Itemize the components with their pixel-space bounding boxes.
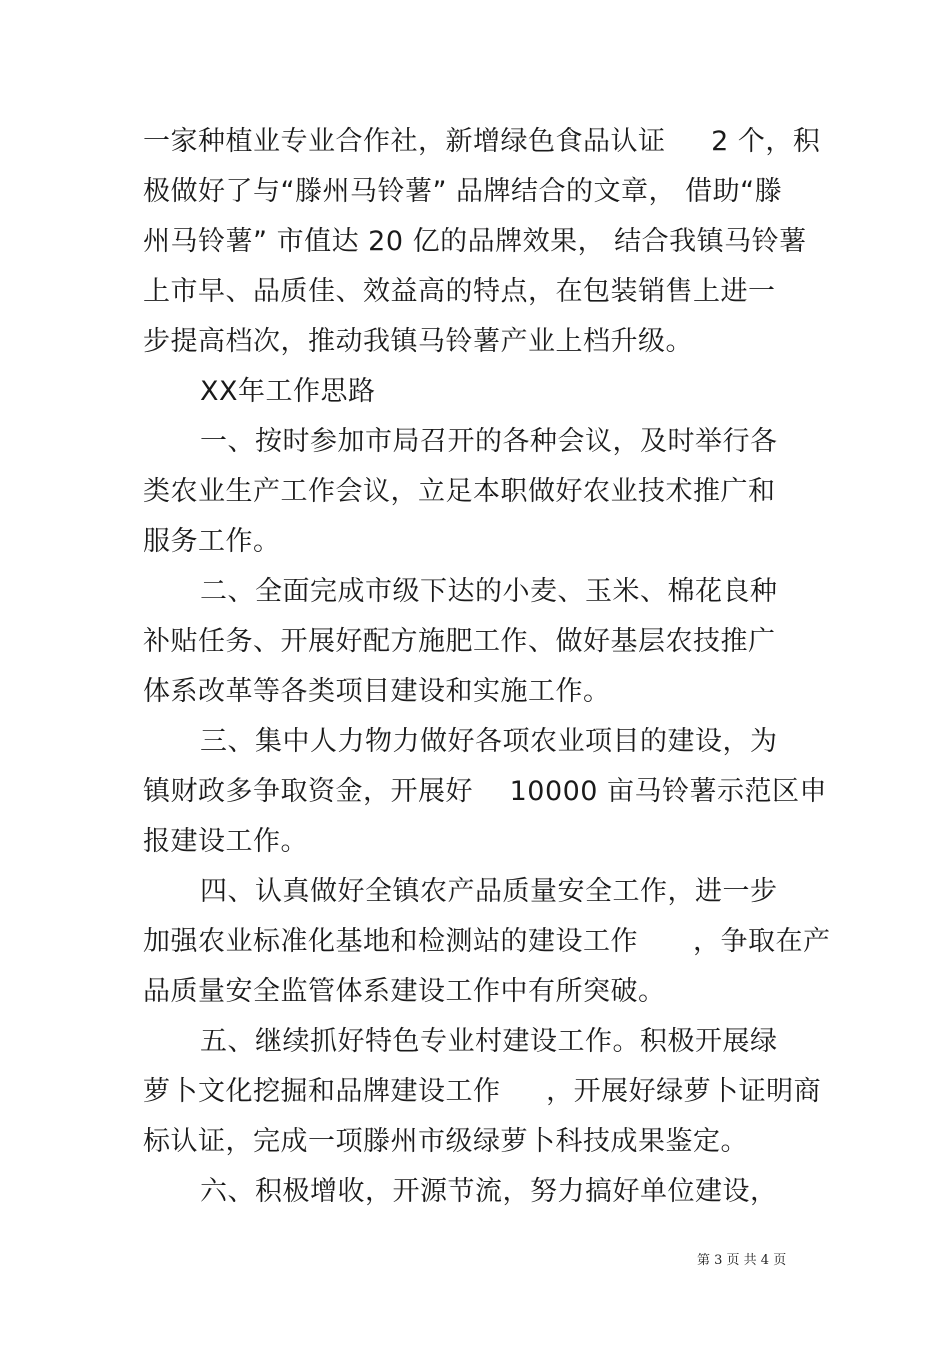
text-line: 步提高档次，推动我镇马铃薯产业上档升级。: [143, 326, 693, 357]
page-footer: 第 3 页 共 4 页: [697, 1253, 787, 1268]
paragraph-start: 六、积极增收，开源节流，努力搞好单位建设，: [200, 1176, 778, 1207]
text-line: 类农业生产工作会议，立足本职做好农业技术推广和: [143, 476, 776, 507]
text-line: 州马铃薯” 市值达 20 亿的品牌效果， 结合我镇马铃薯: [143, 226, 807, 257]
text-line: 标认证，完成一项滕州市级绿萝卜科技成果鉴定。: [143, 1126, 748, 1157]
paragraph-start: 三、集中人力物力做好各项农业项目的建设，为: [200, 726, 778, 757]
section-heading: XX年工作思路: [200, 376, 376, 407]
text-line: 服务工作。: [143, 526, 281, 557]
paragraph-start: 二、全面完成市级下达的小麦、玉米、棉花良种: [200, 576, 778, 607]
text-line: 补贴任务、开展好配方施肥工作、做好基层农技推广: [143, 626, 776, 657]
paragraph-start: 四、认真做好全镇农产品质量安全工作，进一步: [200, 876, 778, 907]
text-line: 体系改革等各类项目建设和实施工作。: [143, 676, 611, 707]
text-line: 萝卜文化挖掘和品牌建设工作 ，开展好绿萝卜证明商: [143, 1076, 822, 1107]
text-line: 上市早、品质佳、效益高的特点，在包装销售上进一: [143, 276, 776, 307]
paragraph-start: 一、按时参加市局召开的各种会议，及时举行各: [200, 426, 778, 457]
text-line: 极做好了与“滕州马铃薯” 品牌结合的文章， 借助“滕: [143, 176, 783, 207]
text-line: 镇财政多争取资金，开展好 10000 亩马铃薯示范区申: [143, 776, 828, 807]
text-line: 报建设工作。: [143, 826, 308, 857]
text-line: 品质量安全监管体系建设工作中有所突破。: [143, 976, 666, 1007]
text-line: 一家种植业专业合作社，新增绿色食品认证 2 个，积: [143, 126, 821, 157]
text-line: 加强农业标准化基地和检测站的建设工作 ，争取在产: [143, 926, 831, 957]
paragraph-start: 五、继续抓好特色专业村建设工作。积极开展绿: [200, 1026, 778, 1057]
